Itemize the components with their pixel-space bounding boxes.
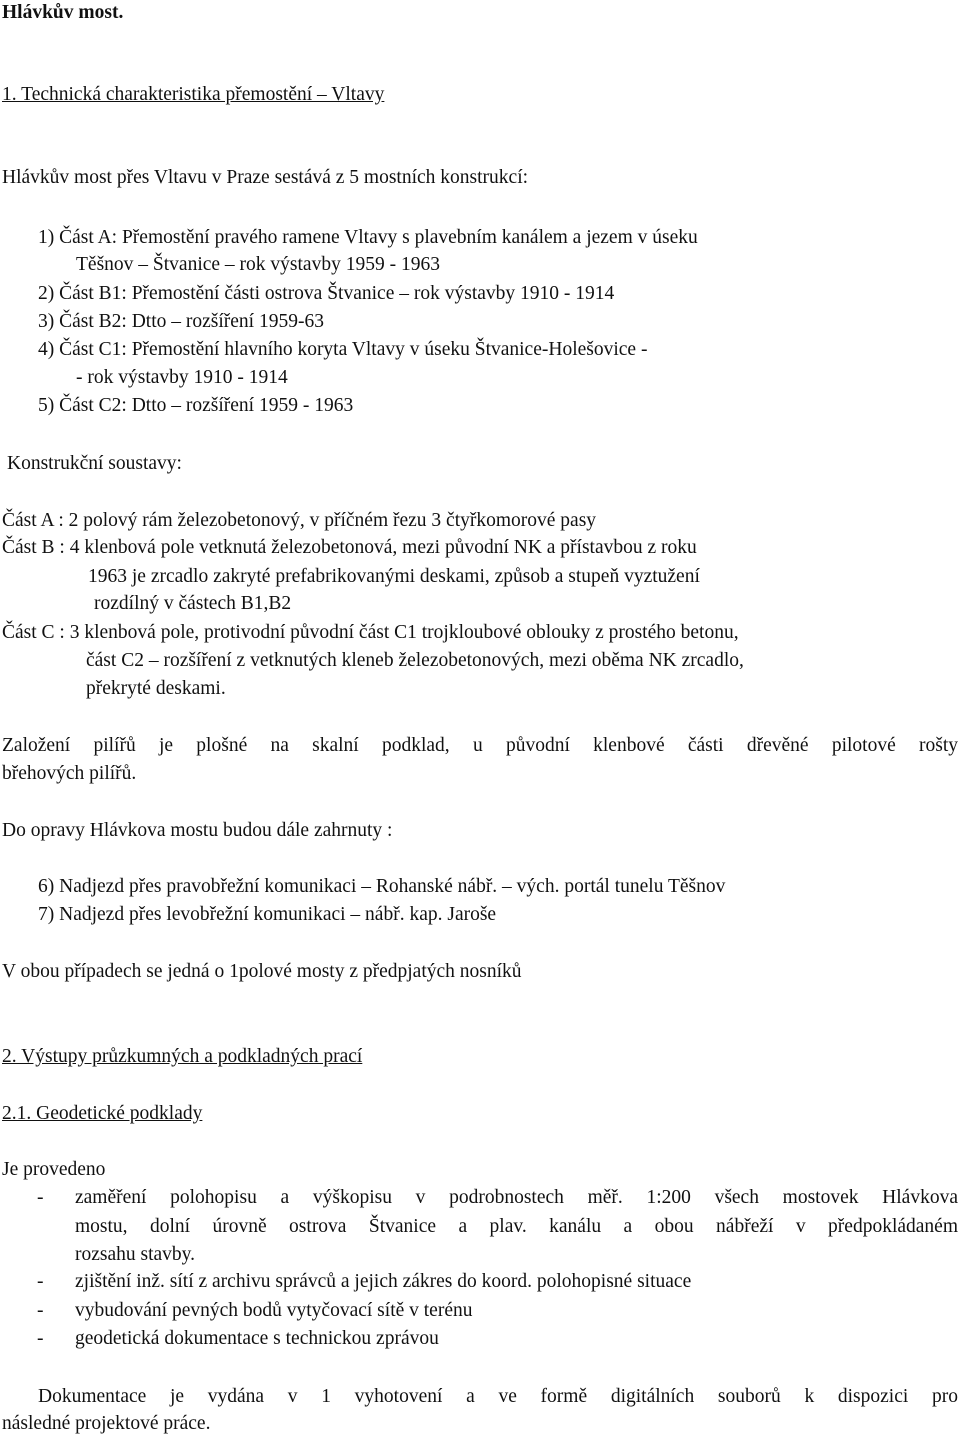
part-line: 5) Část C2: Dtto – rozšíření 1959 - 1963: [38, 395, 354, 416]
list-dash: -: [37, 1271, 44, 1292]
system-line: Část B : 4 klenbová pole vetknutá železobetonová, mezi původní NK a přístavbou z roku: [2, 537, 697, 558]
list-dash: -: [37, 1187, 44, 1208]
list-dash: -: [37, 1300, 44, 1321]
repair-item: 7) Nadjezd přes levobřežní komunikaci – nábř. kap. Jaroše: [38, 904, 497, 925]
done-item: rozsahu stavby.: [75, 1244, 196, 1265]
done-item: zaměření polohopisu a výškopisu v podrobnostech měř. 1:200 všech mostovek Hlávkova: [75, 1187, 958, 1208]
part-line: Těšnov – Štvanice – rok výstavby 1959 - 1963: [76, 254, 440, 275]
done-item: vybudování pevných bodů vytyčovací sítě v terénu: [75, 1300, 473, 1321]
done-item: zjištění inž. sítí z archivu správců a jejich zákres do koord. polohopisné situace: [75, 1271, 692, 1292]
system-line: 1963 je zrcadlo zakryté prefabrikovanými deskami, způsob a stupeň vyztužení: [88, 566, 700, 587]
section-heading-2-1: 2.1. Geodetické podklady: [2, 1103, 203, 1124]
repair-intro: Do opravy Hlávkova mostu budou dále zahrnuty :: [2, 820, 393, 841]
section-heading-1: 1. Technická charakteristika přemostění – Vltavy: [2, 84, 385, 105]
closing-paragraph: následné projektové práce.: [2, 1413, 211, 1434]
system-line: překryté deskami.: [86, 678, 226, 699]
part-line: 3) Část B2: Dtto – rozšíření 1959-63: [38, 311, 324, 332]
part-line: 4) Část C1: Přemostění hlavního koryta Vltavy v úseku Štvanice-Holešovice -: [38, 339, 648, 360]
list-dash: -: [37, 1328, 44, 1349]
part-line: 1) Část A: Přemostění pravého ramene Vltavy s plavebním kanálem a jezem v úseku: [38, 227, 698, 248]
repair-item: 6) Nadjezd přes pravobřežní komunikaci – Rohanské nábř. – vých. portál tunelu Těšnov: [38, 876, 726, 897]
system-line: Část C : 3 klenbová pole, protivodní původní část C1 trojkloubové oblouky z prostého betonu,: [2, 622, 739, 643]
closing-paragraph: Dokumentace je vydána v 1 vyhotovení a ve formě digitálních souborů k dispozici pro: [38, 1386, 958, 1407]
systems-heading: Konstrukční soustavy:: [7, 453, 182, 474]
intro-paragraph: Hlávkův most přes Vltavu v Praze sestává z 5 mostních konstrukcí:: [2, 167, 529, 188]
foundation-paragraph: břehových pilířů.: [2, 763, 137, 784]
document-title: Hlávkův most.: [2, 2, 124, 23]
part-line: 2) Část B1: Přemostění části ostrova Štvanice – rok výstavby 1910 - 1914: [38, 283, 615, 304]
system-line: část C2 – rozšíření z vetknutých kleneb železobetonových, mezi oběma NK zrcadlo,: [86, 650, 744, 671]
done-item: geodetická dokumentace s technickou zprávou: [75, 1328, 439, 1349]
system-line: rozdílný v částech B1,B2: [94, 593, 292, 614]
part-line: - rok výstavby 1910 - 1914: [76, 367, 288, 388]
done-item: mostu, dolní úrovně ostrova Štvanice a plav. kanálu a obou nábřeží v předpokládaném: [75, 1216, 958, 1237]
system-line: Část A : 2 polový rám železobetonový, v příčném řezu 3 čtyřkomorové pasy: [2, 510, 597, 531]
both-cases-paragraph: V obou případech se jedná o 1polové mosty z předpjatých nosníků: [2, 961, 522, 982]
foundation-paragraph: Založení pilířů je plošné na skalní podklad, u původní klenbové části dřevěné pilotové rošty: [2, 735, 958, 756]
done-intro: Je provedeno: [2, 1159, 106, 1180]
section-heading-2: 2. Výstupy průzkumných a podkladných prací: [2, 1046, 363, 1067]
